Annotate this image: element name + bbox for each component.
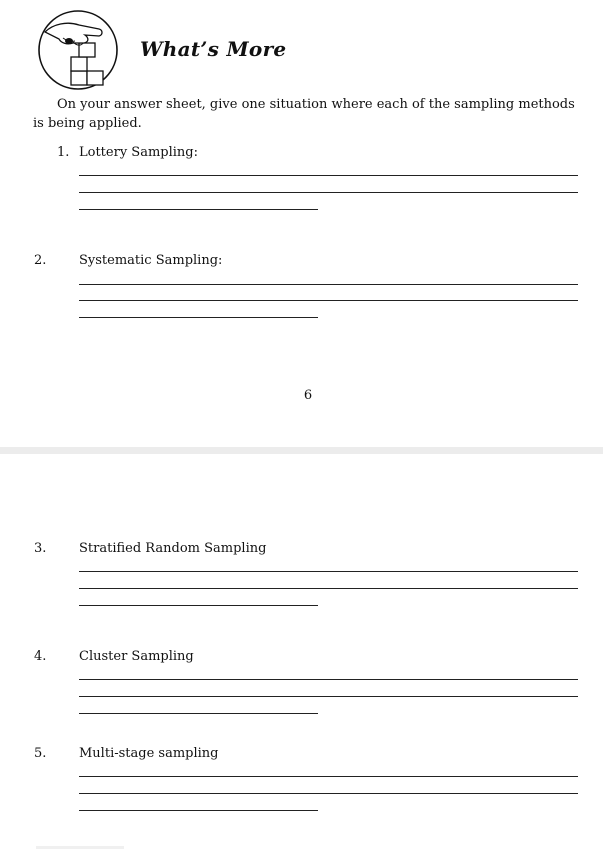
instructions [33,95,585,133]
instructions-text: On your answer sheet, give one situation where each of the sampling methods is being applied. [33,97,575,131]
answer-line[interactable] [79,317,318,318]
answer-line[interactable] [79,679,578,680]
question-3-number: 3. [34,541,47,556]
answer-line[interactable] [79,776,578,777]
answer-line[interactable] [79,192,578,193]
question-1-label: Lottery Sampling: [79,145,198,160]
question-1-number: 1. [57,145,70,160]
question-5-label: Multi-stage sampling [79,746,219,761]
question-4-label: Cluster Sampling [79,649,194,664]
answer-line[interactable] [79,571,578,572]
answer-line[interactable] [79,696,578,697]
answer-line[interactable] [79,793,578,794]
answer-line[interactable] [79,175,578,176]
section-title: What’s More [140,37,287,61]
answer-line[interactable] [79,588,578,589]
question-2-number: 2. [34,253,47,268]
page-number: 6 [303,388,313,403]
answer-line[interactable] [79,284,578,285]
answer-line[interactable] [79,300,578,301]
answer-line[interactable] [79,209,318,210]
hand-stacking-blocks-icon [33,5,123,95]
question-4-number: 4. [34,649,47,664]
answer-line[interactable] [79,713,318,714]
question-2-label: Systematic Sampling: [79,253,223,268]
page-2 [0,454,603,849]
question-3-label: Stratified Random Sampling [79,541,267,556]
answer-line[interactable] [79,605,318,606]
question-5-number: 5. [34,746,47,761]
page-separator [0,447,603,454]
answer-line[interactable] [79,810,318,811]
